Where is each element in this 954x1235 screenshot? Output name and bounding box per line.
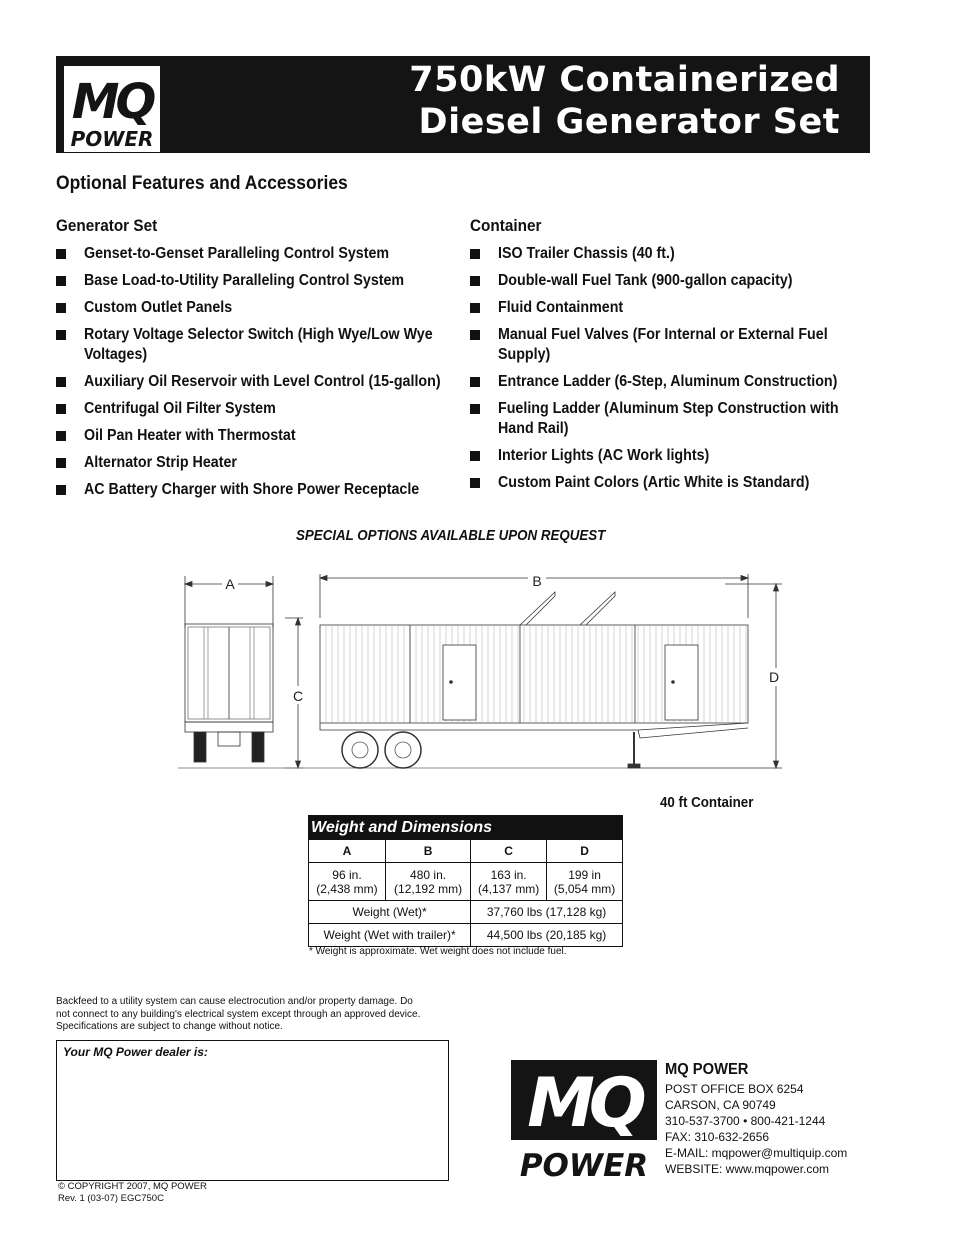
list-item: Entrance Ladder (6-Step, Aluminum Construction) xyxy=(470,372,862,392)
dealer-box xyxy=(56,1040,449,1181)
bullet-icon xyxy=(470,404,480,414)
phone-numbers: 310-537-3700 • 800-421-1244 xyxy=(665,1114,826,1128)
dimension-cell-b: 480 in. (12,192 mm) xyxy=(385,863,470,901)
dimension-cell-c: 163 in. (4,137 mm) xyxy=(471,863,547,901)
list-item: ISO Trailer Chassis (40 ft.) xyxy=(470,244,862,264)
table-header-c: C xyxy=(471,840,547,863)
company-address xyxy=(665,1059,847,1177)
list-item: Manual Fuel Valves (For Internal or External Fuel Supply) xyxy=(470,325,862,365)
list-item: Interior Lights (AC Work lights) xyxy=(470,446,862,466)
address-line: CARSON, CA 90749 xyxy=(665,1098,776,1112)
address-line: POST OFFICE BOX 6254 xyxy=(665,1082,804,1096)
list-item: Auxiliary Oil Reservoir with Level Control (15-gallon) xyxy=(56,372,456,392)
list-item: Custom Paint Colors (Artic White is Standard) xyxy=(470,473,862,493)
bullet-icon xyxy=(56,458,66,468)
bullet-icon xyxy=(470,303,480,313)
bullet-icon xyxy=(56,249,66,259)
generator-set-column xyxy=(56,216,456,507)
svg-text:POWER: POWER xyxy=(70,127,154,151)
table-row xyxy=(309,924,623,947)
container-trailer-diagram xyxy=(170,570,790,776)
bullet-icon xyxy=(56,276,66,286)
rear-view-container xyxy=(185,624,273,762)
email-link[interactable]: E-MAIL: mqpower@multiquip.com xyxy=(665,1146,848,1160)
table-header-b: B xyxy=(385,840,470,863)
dim-b-label: B xyxy=(532,573,542,589)
list-item: Rotary Voltage Selector Switch (High Wye/Low Wye Voltages) xyxy=(56,325,456,365)
container-door-left xyxy=(443,645,476,720)
table-title: Weight and Dimensions xyxy=(309,816,623,840)
document-title-line-2: Diesel Generator Set xyxy=(418,102,840,142)
dimension-cell-d: 199 in (5,054 mm) xyxy=(547,863,623,901)
list-item: Custom Outlet Panels xyxy=(56,298,456,318)
list-item: Fluid Containment xyxy=(470,298,862,318)
special-options-note: SPECIAL OPTIONS AVAILABLE UPON REQUEST xyxy=(296,528,606,544)
list-item: Oil Pan Heater with Thermostat xyxy=(56,426,456,446)
bullet-icon xyxy=(56,330,66,340)
svg-text:POWER: POWER xyxy=(519,1148,649,1181)
mq-power-logo xyxy=(64,66,160,152)
bullet-icon xyxy=(470,330,480,340)
table-header-d: D xyxy=(547,840,623,863)
bullet-icon xyxy=(470,478,480,488)
trailer-wheel-front xyxy=(342,732,378,768)
bullet-icon xyxy=(470,276,480,286)
container-column xyxy=(470,216,862,500)
safety-warning: Backfeed to a utility system can cause electrocution and/or property damage. Do not connect to any building's electrical system except through an approved device. Specifications are subject to change without notice. xyxy=(56,996,421,1032)
list-item: AC Battery Charger with Shore Power Receptacle xyxy=(56,480,456,500)
table-row xyxy=(309,863,623,901)
weight-dimensions-table xyxy=(308,815,623,947)
list-item: Alternator Strip Heater xyxy=(56,453,456,473)
generator-set-list xyxy=(56,244,456,500)
table-footnote: * Weight is approximate. Wet weight does not include fuel. xyxy=(309,946,567,957)
roof-hatch-left xyxy=(520,592,555,625)
dim-c-label: C xyxy=(292,688,304,704)
list-item: Centrifugal Oil Filter System xyxy=(56,399,456,419)
dealer-label: Your MQ Power dealer is: xyxy=(63,1045,208,1059)
container-door-right xyxy=(665,645,698,720)
container-title: Container xyxy=(470,216,542,235)
mq-power-logo-large xyxy=(509,1058,659,1181)
weight-label: Weight (Wet)* xyxy=(309,901,471,924)
section-title: Optional Features and Accessories xyxy=(56,173,348,194)
bullet-icon xyxy=(56,485,66,495)
bullet-icon xyxy=(470,249,480,259)
bullet-icon xyxy=(56,431,66,441)
weight-value: 37,760 lbs (17,128 kg) xyxy=(471,901,623,924)
table-row xyxy=(309,901,623,924)
document-title-line-1: 750kW Containerized xyxy=(409,60,840,100)
list-item: Base Load-to-Utility Paralleling Control System xyxy=(56,271,456,291)
fax-number: FAX: 310-632-2656 xyxy=(665,1130,770,1144)
dimension-cell-a: 96 in. (2,438 mm) xyxy=(309,863,386,901)
website-link[interactable]: WEBSITE: www.mqpower.com xyxy=(665,1162,830,1176)
bullet-icon xyxy=(56,303,66,313)
roof-hatch-right xyxy=(580,592,615,625)
bullet-icon xyxy=(470,377,480,387)
header-banner xyxy=(56,56,870,153)
svg-text:MQ: MQ xyxy=(71,74,153,130)
list-item: Fueling Ladder (Aluminum Step Construction with Hand Rail) xyxy=(470,399,862,439)
dim-a-label: A xyxy=(225,576,235,592)
diagram-caption: 40 ft Container xyxy=(660,795,754,811)
bullet-icon xyxy=(56,404,66,414)
bullet-icon xyxy=(470,451,480,461)
copyright: © COPYRIGHT 2007, MQ POWER Rev. 1 (03-07) EGC750C xyxy=(58,1181,207,1204)
container-list xyxy=(470,244,862,493)
weight-label: Weight (Wet with trailer)* xyxy=(309,924,471,947)
company-name: MQ POWER xyxy=(665,1061,749,1078)
bullet-icon xyxy=(56,377,66,387)
side-view-container xyxy=(320,592,748,768)
list-item: Double-wall Fuel Tank (900-gallon capacity) xyxy=(470,271,862,291)
generator-set-title: Generator Set xyxy=(56,216,158,235)
svg-text:MQ: MQ xyxy=(527,1064,641,1143)
trailer-wheel-rear xyxy=(385,732,421,768)
dim-d-label: D xyxy=(768,669,780,685)
list-item: Genset-to-Genset Paralleling Control System xyxy=(56,244,456,264)
table-header-a: A xyxy=(309,840,386,863)
weight-value: 44,500 lbs (20,185 kg) xyxy=(471,924,623,947)
